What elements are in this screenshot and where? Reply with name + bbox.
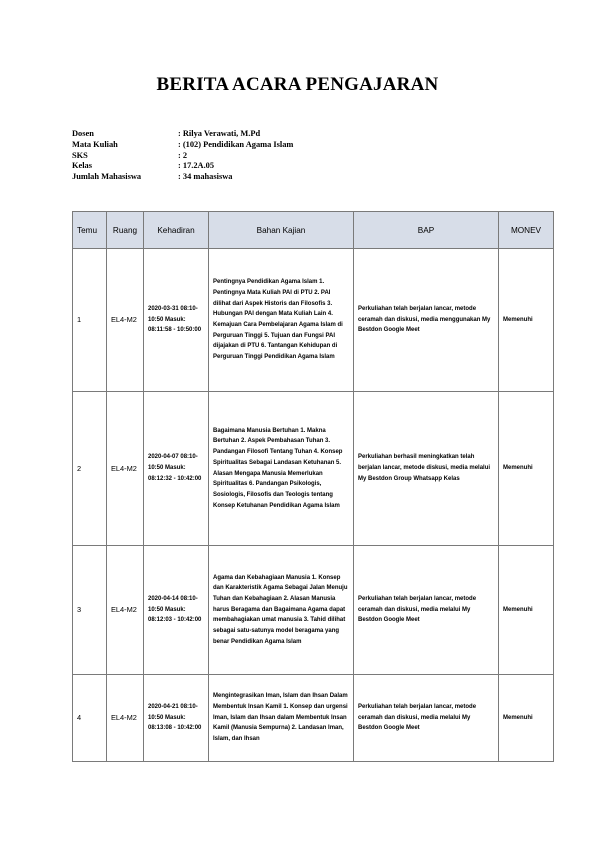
cell-bap: Perkuliahan telah berjalan lancar, metode ceramah dan diskusi, media menggunakan My Bestdon Google Meet [354,249,499,392]
info-row-sks [72,151,293,162]
course-info [72,129,293,183]
info-value: : (102) Pendidikan Agama Islam [178,139,294,149]
info-value: : Rilya Verawati, M.Pd [178,129,261,138]
cell-monev: Memenuhi [499,392,554,546]
info-row-mata-kuliah [72,140,293,151]
cell-kehadiran: 2020-04-21 08:10-10:50 Masuk: 08:13:08 - 10:42:00 [144,675,209,762]
cell-bap: Perkuliahan berhasil meningkatkan telah berjalan lancar, metode diskusi, media melalui My Bestdon Group Whatsapp Kelas [354,392,499,546]
cell-temu: 2 [73,392,107,546]
header-bap: BAP [354,212,499,249]
header-monev: MONEV [499,212,554,249]
cell-temu: 3 [73,546,107,675]
info-row-dosen [72,129,293,140]
table-row [73,546,554,675]
cell-monev: Memenuhi [499,675,554,762]
info-value: : 2 [178,150,188,160]
info-value: : 17.2A.05 [178,161,215,171]
cell-ruang: EL4-M2 [107,546,144,675]
info-label: SKS [72,150,88,160]
info-label: Jumlah Mahasiswa [72,172,142,182]
table-row [73,392,554,546]
info-row-kelas [72,161,293,172]
header-temu: Temu [73,212,107,249]
table-row [73,249,554,392]
info-value: : 34 mahasiswa [178,172,233,182]
cell-bahan-kajian: Pentingnya Pendidikan Agama Islam 1. Pentingnya Mata Kuliah PAI di PTU 2. PAI dilihat dari Aspek Historis dan Filosofis 3. Hubungan PAI dengan Mata Kuliah Lain 4. Kemajuan Cara Pembelajaran Agama Islam di Perguruan Tinggi 5. Tujuan dan Fungsi PAI dijajakan di PTU 6. Tantangan Kehidupan di Perguruan Tinggi Pendidikan Agama Islam [209,249,354,392]
document-title: BERITA ACARA PENGAJARAN [156,74,439,95]
cell-bahan-kajian: Agama dan Kebahagiaan Manusia 1. Konsep dan Karakteristik Agama Sebagai Jalan Menuju Tuhan dan Kebahagiaan 2. Alasan Manusia harus Beragama dan Bagaimana Agama dapat membahagiakan umat manusia 3. Tahid dilihat sebagai satu-satunya model beragama yang benar Pendidikan Agama Islam [209,546,354,675]
cell-kehadiran: 2020-03-31 08:10-10:50 Masuk: 08:11:58 - 10:50:00 [144,249,209,392]
cell-bahan-kajian: Bagaimana Manusia Bertuhan 1. Makna Bertuhan 2. Aspek Pembahasan Tuhan 3. Pandangan Filosofi Tentang Tuhan 4. Konsep Spiritualitas Sebagai Landasan Ketuhanan 5. Alasan Mengapa Manusia Memerlukan Spiritualitas 6. Pandangan Psikologis, Sosiologis, Filosofis dan Teologis tentang Konsep Ketuhanan Pendidikan Agama Islam [209,392,354,546]
cell-monev: Memenuhi [499,249,554,392]
info-label: Mata Kuliah [72,139,118,149]
cell-kehadiran: 2020-04-14 08:10-10:50 Masuk: 08:12:03 - 10:42:00 [144,546,209,675]
info-row-jumlah-mahasiswa [72,172,293,183]
table-header-row [73,212,554,249]
header-ruang: Ruang [107,212,144,249]
cell-temu: 4 [73,675,107,762]
header-kehadiran: Kehadiran [144,212,209,249]
header-bahan-kajian: Bahan Kajian [209,212,354,249]
cell-temu: 1 [73,249,107,392]
cell-ruang: EL4-M2 [107,675,144,762]
cell-bap: Perkuliahan telah berjalan lancar, metode ceramah dan diskusi, media melalui My Bestdon Google Meet [354,546,499,675]
cell-ruang: EL4-M2 [107,249,144,392]
cell-bap: Perkuliahan telah berjalan lancar, metode ceramah dan diskusi, media melalui My Bestdon Google Meet [354,675,499,762]
cell-monev: Memenuhi [499,546,554,675]
cell-bahan-kajian: Mengintegrasikan Iman, Islam dan Ihsan Dalam Membentuk Insan Kamil 1. Konsep dan urgensi Iman, Islam dan Ihsan dalam Membentuk Insan Kamil (Manusia Sempurna) 2. Landasan Iman, Islam, dan Ihsan [209,675,354,762]
cell-kehadiran: 2020-04-07 08:10-10:50 Masuk: 08:12:32 - 10:42:00 [144,392,209,546]
cell-ruang: EL4-M2 [107,392,144,546]
info-label: Kelas [72,161,93,171]
teaching-record-table [72,211,554,762]
table-row [73,675,554,762]
info-label: Dosen [72,129,94,138]
